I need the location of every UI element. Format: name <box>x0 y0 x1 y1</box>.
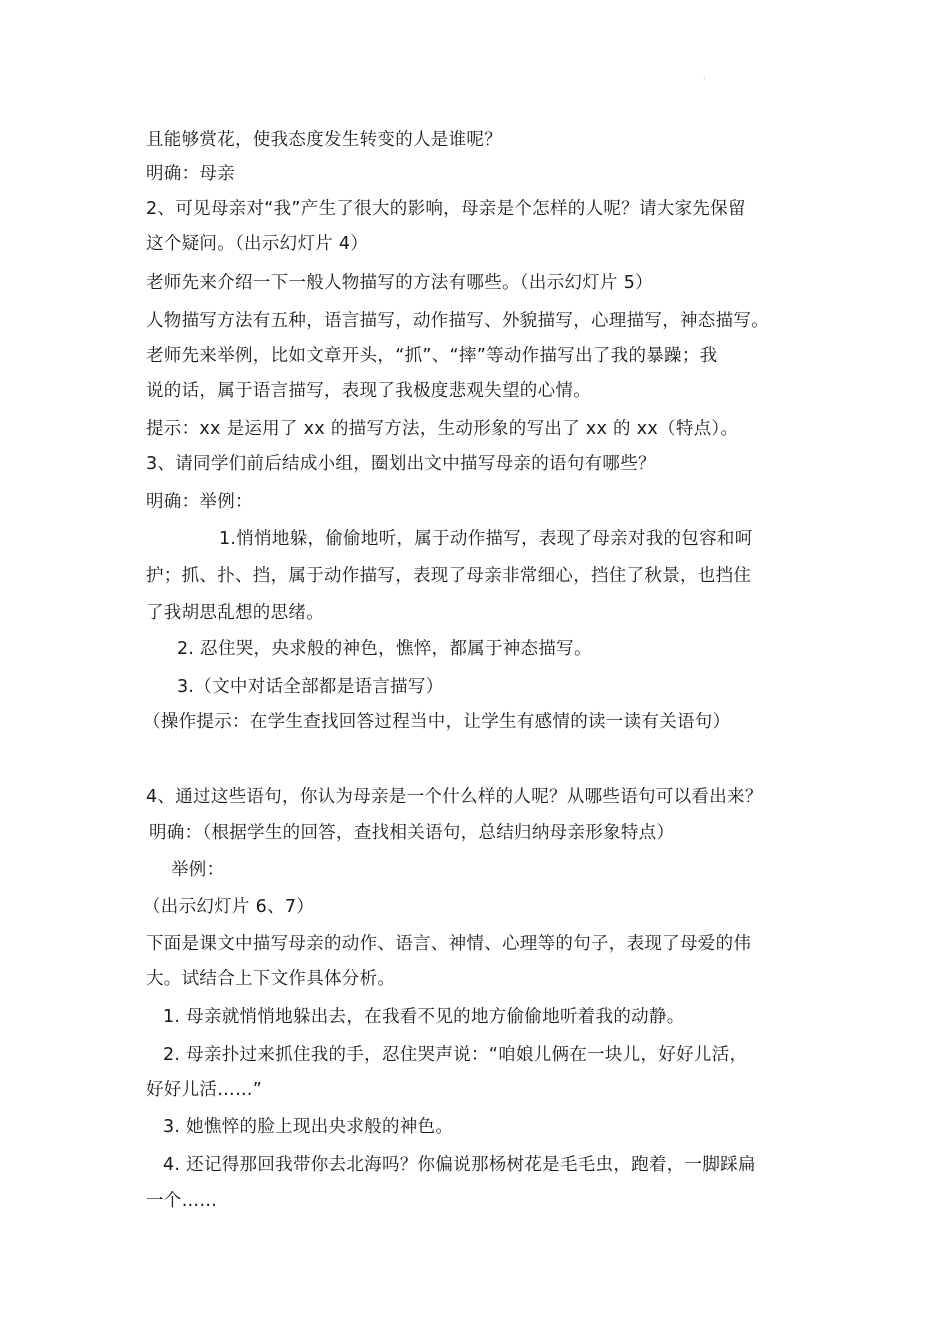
text-line: 4. 还记得那回我带你去北海吗？你偏说那杨树花是毛毛虫，跑着，一脚踩扁 <box>163 1155 756 1175</box>
text-line: 1. 母亲就悄悄地躲出去，在我看不见的地方偷偷地听着我的动静。 <box>163 1007 685 1027</box>
text-line: 说的话，属于语言描写，表现了我极度悲观失望的心情。 <box>146 381 591 401</box>
text-line: 4、通过这些语句，你认为母亲是一个什么样的人呢？从哪些语句可以看出来？ <box>146 787 763 807</box>
text-line: 且能够赏花，使我态度发生转变的人是谁呢？ <box>146 130 502 150</box>
text-line: 明确：母亲 <box>146 164 235 184</box>
text-line: 这个疑问。（出示幻灯片 4） <box>146 234 369 254</box>
text-line: 明确：举例： <box>146 492 253 512</box>
corner-mark: . <box>703 72 706 81</box>
text-line: 老师先来介绍一下一般人物描写的方法有哪些。（出示幻灯片 5） <box>146 273 653 293</box>
text-line: 护；抓、扑、挡，属于动作描写，表现了母亲非常细心，挡住了秋景，也挡住 <box>146 566 752 586</box>
text-line: 1.悄悄地躲，偷偷地听，属于动作描写，表现了母亲对我的包容和呵 <box>219 529 753 549</box>
text-line: 好好儿活……” <box>146 1080 263 1100</box>
text-line: 3. 她憔悴的脸上现出央求般的神色。 <box>163 1117 454 1137</box>
text-line: 提示：xx 是运用了 xx 的描写方法，生动形象的写出了 xx 的 xx（特点）。 <box>146 419 739 439</box>
text-line: 2. 母亲扑过来抓住我的手，忍住哭声说：“咱娘儿俩在一块儿，好好儿活， <box>163 1045 748 1065</box>
text-line: 下面是课文中描写母亲的动作、语言、神情、心理等的句子，表现了母爱的伟 <box>146 934 752 954</box>
text-line: 3.（文中对话全部都是语言描写） <box>177 677 444 697</box>
text-line: 明确：（根据学生的回答，查找相关语句，总结归纳母亲形象特点） <box>149 823 675 843</box>
text-line: （操作提示：在学生查找回答过程当中，让学生有感情的读一读有关语句） <box>143 712 731 732</box>
text-line: （出示幻灯片 6、7） <box>143 897 315 917</box>
text-line: 举例： <box>171 860 225 880</box>
text-line: 大。试结合上下文作具体分析。 <box>146 969 396 989</box>
text-line: 3、请同学们前后结成小组，圈划出文中描写母亲的语句有哪些？ <box>146 454 656 474</box>
text-line: 一个…… <box>146 1191 218 1211</box>
text-line: 2、可见母亲对“我”产生了很大的影响，母亲是个怎样的人呢？请大家先保留 <box>146 199 746 219</box>
text-line: 2. 忍住哭，央求般的神色，憔悴，都属于神态描写。 <box>177 639 592 659</box>
text-line: 人物描写方法有五种，语言描写，动作描写、外貌描写，心理描写，神态描写。 <box>146 311 769 331</box>
text-line: 老师先来举例，比如文章开头，“抓”、“摔”等动作描写出了我的暴躁；我 <box>146 346 718 366</box>
text-line: 了我胡思乱想的思绪。 <box>146 603 324 623</box>
